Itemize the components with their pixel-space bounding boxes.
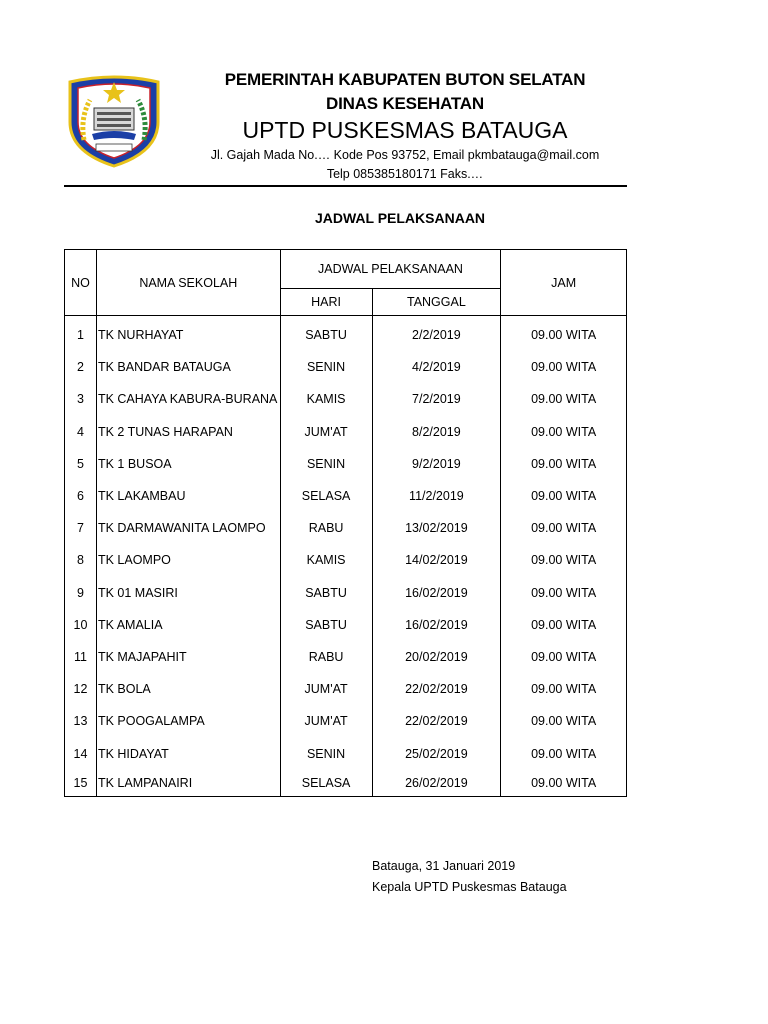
row-date: 13/02/2019: [372, 512, 501, 544]
row-time: 09.00 WITA: [501, 316, 627, 352]
row-number: 4: [65, 416, 97, 448]
row-day: SENIN: [280, 448, 372, 480]
row-date: 4/2/2019: [372, 351, 501, 383]
row-school-name: TK LAMPANAIRI: [96, 770, 280, 797]
row-time: 09.00 WITA: [501, 448, 627, 480]
table-row: [65, 416, 627, 448]
row-date: 14/02/2019: [372, 544, 501, 576]
header-time: JAM: [501, 250, 627, 316]
row-time: 09.00 WITA: [501, 351, 627, 383]
row-date: 2/2/2019: [372, 316, 501, 352]
table-row: [65, 770, 627, 797]
row-school-name: TK BANDAR BATAUGA: [96, 351, 280, 383]
row-date: 7/2/2019: [372, 383, 501, 415]
table-row: [65, 705, 627, 737]
table-row: [65, 609, 627, 641]
row-school-name: TK POOGALAMPA: [96, 705, 280, 737]
header-no: NO: [65, 250, 97, 316]
row-number: 3: [65, 383, 97, 415]
header-school-name: NAMA SEKOLAH: [96, 250, 280, 316]
row-day: SABTU: [280, 316, 372, 352]
row-day: JUM'AT: [280, 416, 372, 448]
row-school-name: TK DARMAWANITA LAOMPO: [96, 512, 280, 544]
row-time: 09.00 WITA: [501, 770, 627, 797]
table-row: [65, 316, 627, 352]
row-school-name: TK MAJAPAHIT: [96, 641, 280, 673]
header-schedule: JADWAL PELAKSANAAN: [280, 250, 501, 289]
row-number: 9: [65, 577, 97, 609]
header-government: PEMERINTAH KABUPATEN BUTON SELATAN: [224, 70, 586, 89]
row-number: 7: [65, 512, 97, 544]
row-time: 09.00 WITA: [501, 480, 627, 512]
row-date: 16/02/2019: [372, 577, 501, 609]
table-row: [65, 383, 627, 415]
row-school-name: TK HIDAYAT: [96, 737, 280, 769]
header-department: DINAS KESEHATAN: [326, 94, 484, 113]
signature-place-date: Batauga, 31 Januari 2019: [372, 859, 516, 873]
header-phone: Telp 085385180171 Faks.…: [326, 167, 484, 181]
row-day: JUM'AT: [280, 705, 372, 737]
row-school-name: TK 01 MASIRI: [96, 577, 280, 609]
row-number: 6: [65, 480, 97, 512]
row-time: 09.00 WITA: [501, 416, 627, 448]
row-time: 09.00 WITA: [501, 705, 627, 737]
table-row: [65, 673, 627, 705]
row-number: 12: [65, 673, 97, 705]
row-number: 5: [65, 448, 97, 480]
document-title: JADWAL PELAKSANAAN: [314, 210, 486, 226]
row-school-name: TK 1 BUSOA: [96, 448, 280, 480]
row-school-name: TK 2 TUNAS HARAPAN: [96, 416, 280, 448]
header-date: TANGGAL: [372, 289, 501, 316]
row-day: KAMIS: [280, 383, 372, 415]
row-time: 09.00 WITA: [501, 609, 627, 641]
regency-logo: [64, 70, 164, 170]
row-time: 09.00 WITA: [501, 641, 627, 673]
row-school-name: TK NURHAYAT: [96, 316, 280, 352]
row-time: 09.00 WITA: [501, 544, 627, 576]
row-time: 09.00 WITA: [501, 512, 627, 544]
signature-position: Kepala UPTD Puskesmas Batauga: [372, 880, 567, 894]
header-address: Jl. Gajah Mada No.… Kode Pos 93752, Email pkmbatauga@mail.com: [210, 148, 600, 162]
schedule-table: [64, 249, 627, 797]
row-time: 09.00 WITA: [501, 673, 627, 705]
row-day: RABU: [280, 512, 372, 544]
header-institution: UPTD PUSKESMAS BATAUGA: [242, 117, 568, 143]
row-day: KAMIS: [280, 544, 372, 576]
row-date: 16/02/2019: [372, 609, 501, 641]
row-number: 11: [65, 641, 97, 673]
row-day: SELASA: [280, 480, 372, 512]
row-school-name: TK LAKAMBAU: [96, 480, 280, 512]
row-number: 2: [65, 351, 97, 383]
header-divider: [64, 185, 627, 187]
row-day: SELASA: [280, 770, 372, 797]
table-row: [65, 737, 627, 769]
row-day: JUM'AT: [280, 673, 372, 705]
row-number: 14: [65, 737, 97, 769]
table-row: [65, 512, 627, 544]
row-school-name: TK CAHAYA KABURA-BURANA: [96, 383, 280, 415]
row-number: 10: [65, 609, 97, 641]
row-time: 09.00 WITA: [501, 383, 627, 415]
row-day: SABTU: [280, 609, 372, 641]
table-row: [65, 480, 627, 512]
row-date: 8/2/2019: [372, 416, 501, 448]
table-row: [65, 641, 627, 673]
row-school-name: TK LAOMPO: [96, 544, 280, 576]
row-school-name: TK BOLA: [96, 673, 280, 705]
table-row: [65, 577, 627, 609]
row-number: 8: [65, 544, 97, 576]
row-day: SABTU: [280, 577, 372, 609]
row-time: 09.00 WITA: [501, 737, 627, 769]
row-date: 11/2/2019: [372, 480, 501, 512]
row-date: 26/02/2019: [372, 770, 501, 797]
table-row: [65, 351, 627, 383]
row-day: RABU: [280, 641, 372, 673]
row-date: 22/02/2019: [372, 705, 501, 737]
row-date: 20/02/2019: [372, 641, 501, 673]
row-date: 22/02/2019: [372, 673, 501, 705]
row-time: 09.00 WITA: [501, 577, 627, 609]
row-number: 1: [65, 316, 97, 352]
row-date: 25/02/2019: [372, 737, 501, 769]
header-day: HARI: [280, 289, 372, 316]
row-day: SENIN: [280, 351, 372, 383]
row-school-name: TK AMALIA: [96, 609, 280, 641]
row-number: 13: [65, 705, 97, 737]
table-row: [65, 448, 627, 480]
row-day: SENIN: [280, 737, 372, 769]
table-row: [65, 544, 627, 576]
row-number: 15: [65, 770, 97, 797]
row-date: 9/2/2019: [372, 448, 501, 480]
